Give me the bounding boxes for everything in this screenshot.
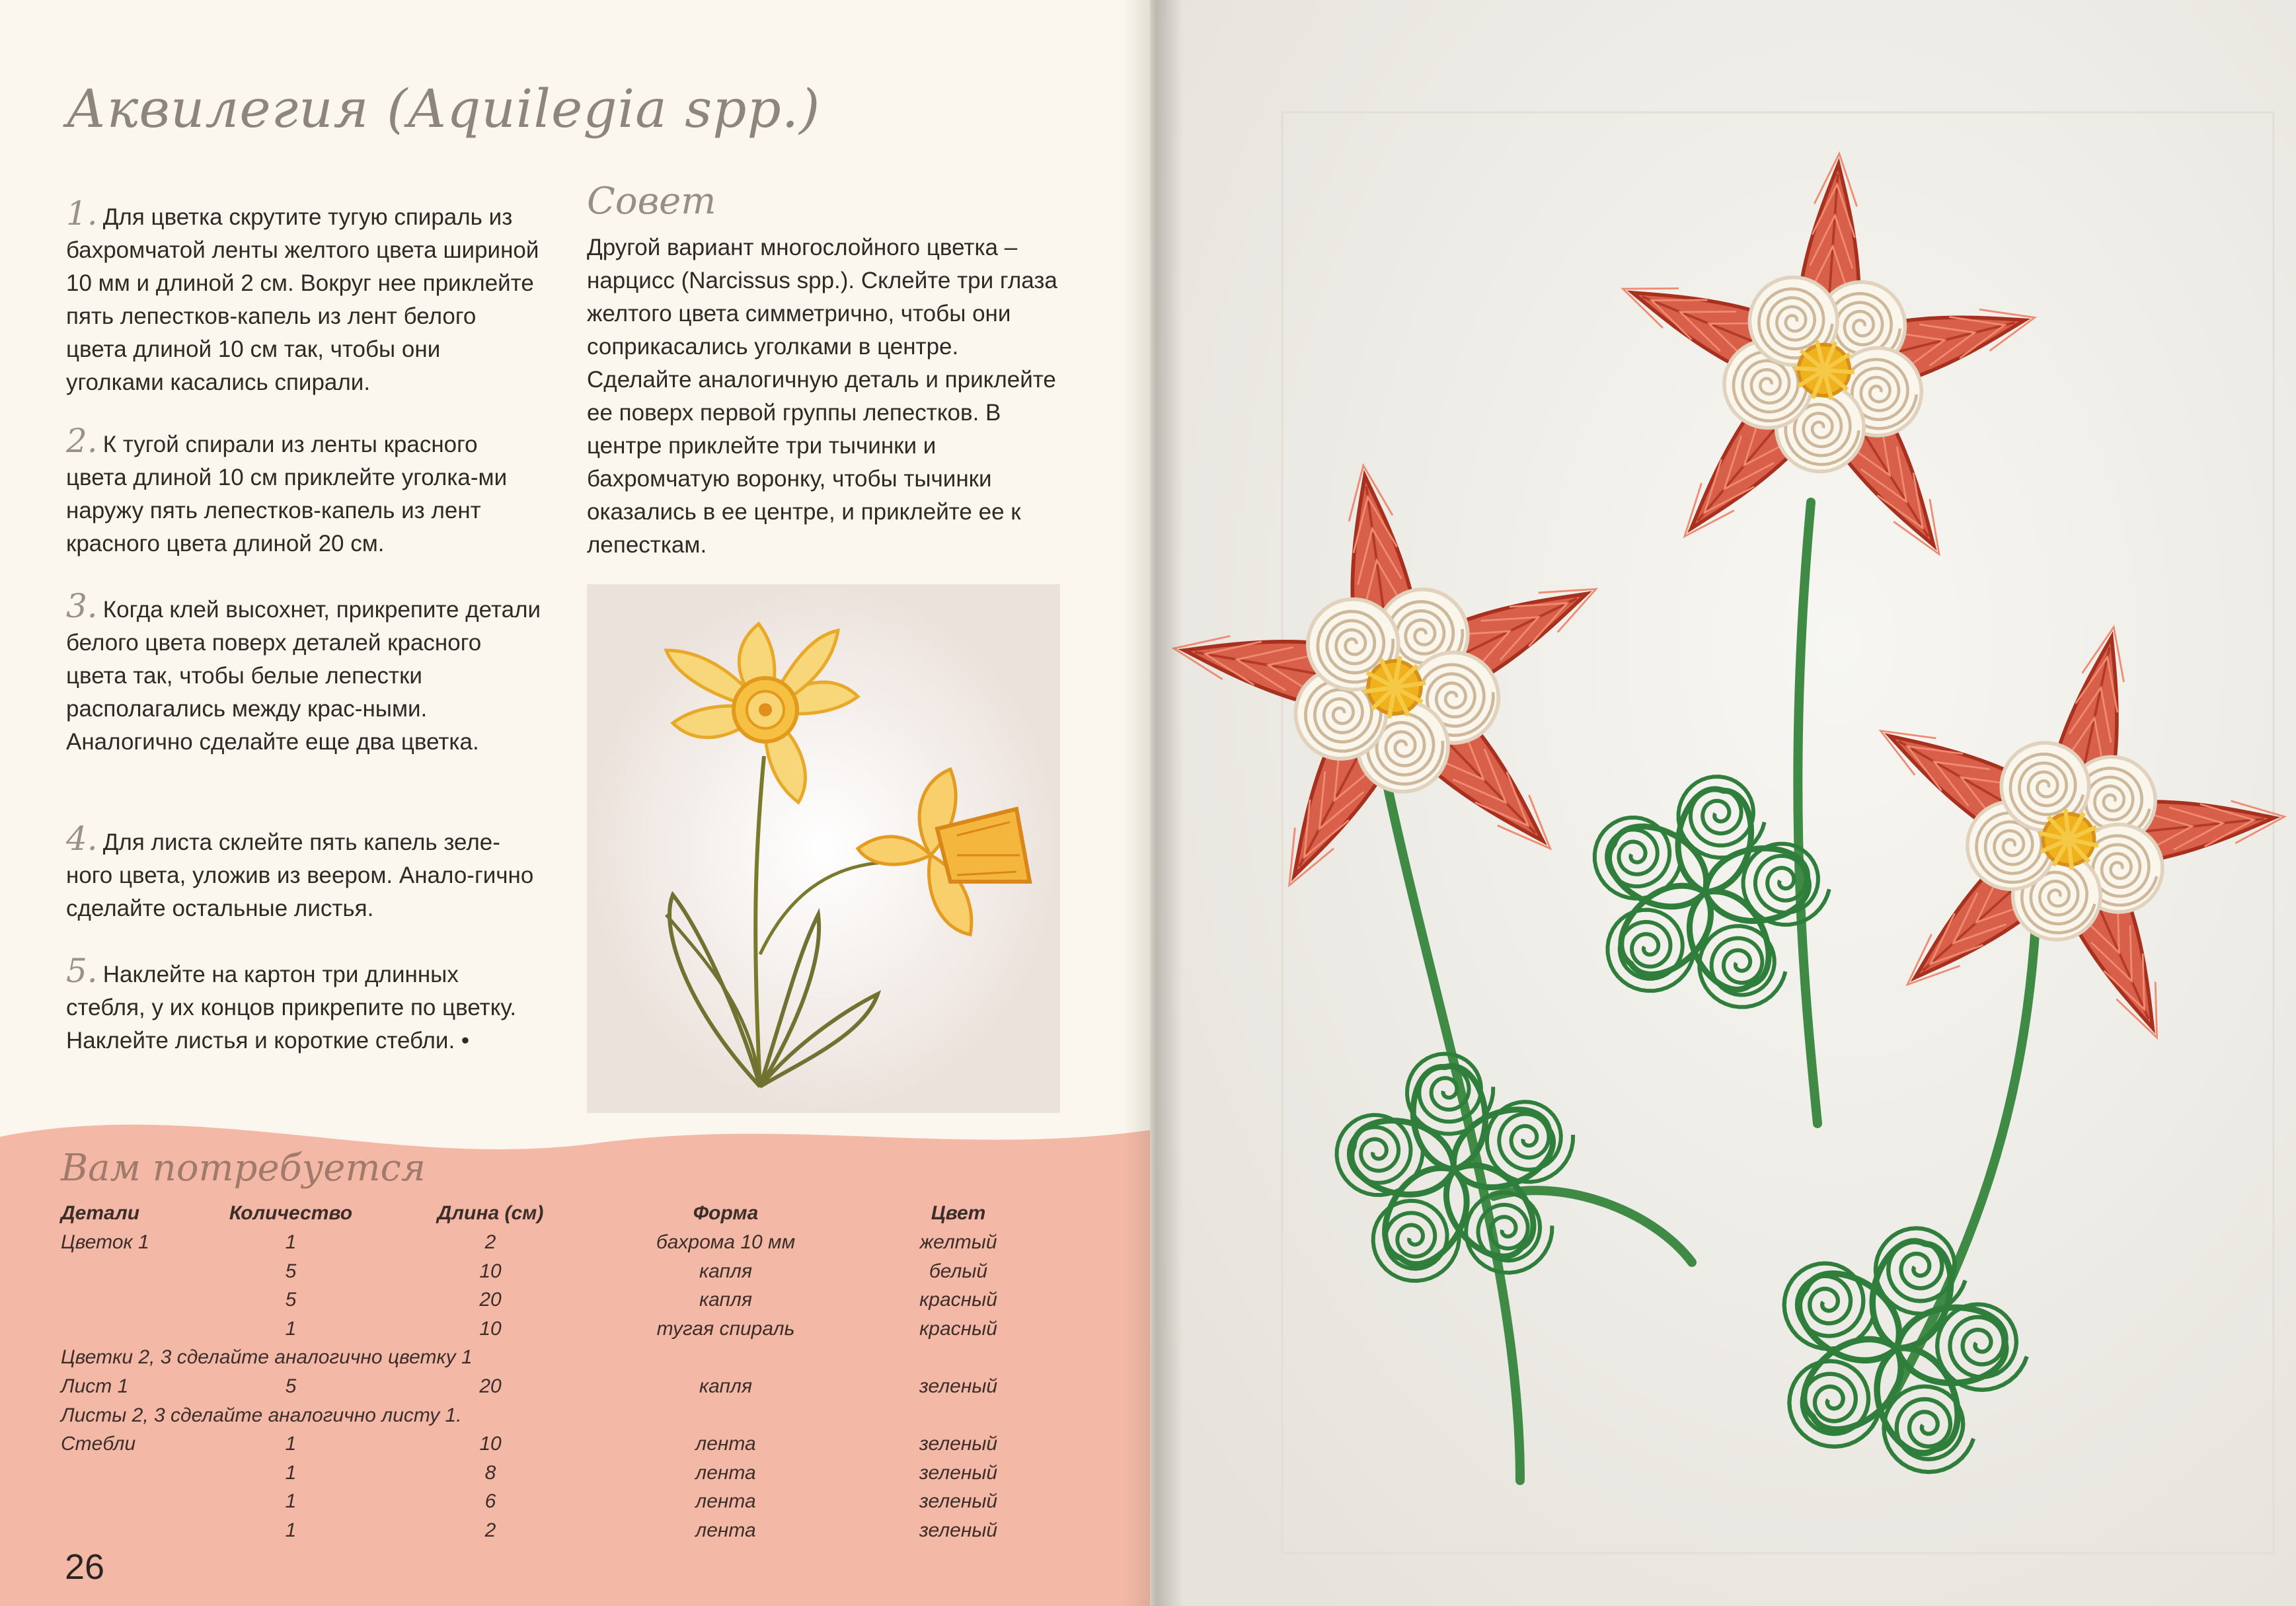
table-cell: 1 xyxy=(285,1433,297,1455)
page-gutter xyxy=(1124,0,1183,1606)
table-cell: 1 xyxy=(285,1461,297,1484)
step-text: Наклейте на картон три длинных стебля, у их концов прикрепите по цветку. Наклейте листья и короткие стебли. • xyxy=(66,962,517,1053)
page-number: 26 xyxy=(65,1547,105,1587)
table-cell: зеленый xyxy=(919,1461,998,1484)
step-number: 2. xyxy=(66,422,98,460)
table-cell: 1 xyxy=(285,1317,297,1340)
daffodil-illustration xyxy=(587,584,1060,1113)
tip-text: Другой вариант многослойного цветка – нарцисс (Narcissus spp.). Склейте три глаза желтого цвета симметрично, чтобы они соприкасались уголками в центре. Сделайте аналогичную деталь и приклейте ее поверх первой группы лепестков. В центре приклейте три тычинки и бахромчатую воронку, чтобы тычинки оказались в ее центре, и приклейте ее к лепесткам. xyxy=(587,235,1057,558)
table-cell: бахрома 10 мм xyxy=(656,1231,796,1253)
table-cell: 5 xyxy=(285,1260,297,1282)
table-header-cell: Форма xyxy=(693,1202,759,1224)
table-cell: 20 xyxy=(479,1289,502,1311)
table-cell: капля xyxy=(699,1289,752,1311)
table-cell: желтый xyxy=(919,1231,997,1253)
table-cell: лента xyxy=(695,1490,756,1513)
step-number: 4. xyxy=(66,820,98,858)
step-number: 3. xyxy=(66,587,98,625)
table-cell: капля xyxy=(699,1260,752,1282)
step-number: 1. xyxy=(66,194,98,233)
table-header-cell: Количество xyxy=(229,1202,353,1224)
table-cell: 5 xyxy=(285,1375,297,1397)
table-cell: 2 xyxy=(484,1231,496,1253)
table-cell: красный xyxy=(919,1317,997,1340)
table-cell: 8 xyxy=(484,1461,496,1484)
table-cell: Цветки 2, 3 сделайте аналогично цветку 1 xyxy=(61,1346,473,1369)
table-cell: 1 xyxy=(285,1519,297,1541)
table-header-cell: Длина (см) xyxy=(437,1202,544,1224)
right-page xyxy=(1150,0,2296,1606)
daffodil-photo xyxy=(587,584,1060,1113)
table-cell: лента xyxy=(695,1519,756,1541)
table-cell: Цветок 1 xyxy=(61,1231,149,1253)
table-cell: капля xyxy=(699,1375,752,1397)
page-title: Аквилегия (Aquilegia spp.) xyxy=(66,78,821,139)
table-cell: лента xyxy=(695,1433,756,1455)
table-cell: Стебли xyxy=(61,1433,136,1455)
table-cell: зеленый xyxy=(919,1433,998,1455)
table-header-cell: Детали xyxy=(61,1202,140,1224)
table-header-cell: Цвет xyxy=(931,1202,986,1224)
step-1 xyxy=(66,194,542,399)
step-text: Для цветка скрутите тугую спираль из бахромчатой ленты желтого цвета шириной 10 мм и длиной 2 см. Вокруг нее приклейте пять лепестков-капель из лент белого цвета длиной 10 см так, чтобы они уголками касались спирали. xyxy=(66,204,539,395)
table-cell: 10 xyxy=(479,1260,502,1282)
table-cell: тугая спираль xyxy=(656,1317,795,1340)
tip-heading: Совет xyxy=(587,180,716,223)
step-text: Когда клей высохнет, прикрепите детали белого цвета поверх деталей красного цвета так, чтобы белые лепестки располагались между крас-ными. Аналогично сделайте еще два цветка. xyxy=(66,597,541,755)
table-cell: 6 xyxy=(484,1490,496,1513)
table-cell: 2 xyxy=(484,1519,496,1541)
table-cell: 10 xyxy=(479,1433,502,1455)
step-4 xyxy=(66,822,542,925)
step-number: 5. xyxy=(66,952,98,990)
table-cell: 1 xyxy=(285,1490,297,1513)
table-cell: зеленый xyxy=(919,1375,998,1397)
step-text: Для листа склейте пять капель зеле-ного цвета, уложив из веером. Анало-гично сделайте остальные листья. xyxy=(66,829,534,921)
table-cell: 5 xyxy=(285,1289,297,1311)
table-cell: лента xyxy=(695,1461,756,1484)
step-2 xyxy=(66,424,542,560)
table-cell: 1 xyxy=(285,1231,297,1253)
table-cell: белый xyxy=(929,1260,988,1282)
step-5 xyxy=(66,954,542,1057)
step-text: К тугой спирали из ленты красного цвета длиной 10 см приклейте уголка-ми наружу пять лепестков-капель из лент красного цвета длиной 20 см. xyxy=(66,432,508,556)
table-cell: зеленый xyxy=(919,1490,998,1513)
table-cell: зеленый xyxy=(919,1519,998,1541)
materials-heading: Вам потребуется xyxy=(61,1147,426,1190)
table-cell: 20 xyxy=(479,1375,502,1397)
quilled-columbine-artwork xyxy=(1150,0,2296,1606)
table-cell: Лист 1 xyxy=(61,1375,129,1397)
table-cell: 10 xyxy=(479,1317,502,1340)
table-cell: Листы 2, 3 сделайте аналогично листу 1. xyxy=(61,1404,462,1426)
table-cell: красный xyxy=(919,1289,997,1311)
step-3 xyxy=(66,587,542,759)
